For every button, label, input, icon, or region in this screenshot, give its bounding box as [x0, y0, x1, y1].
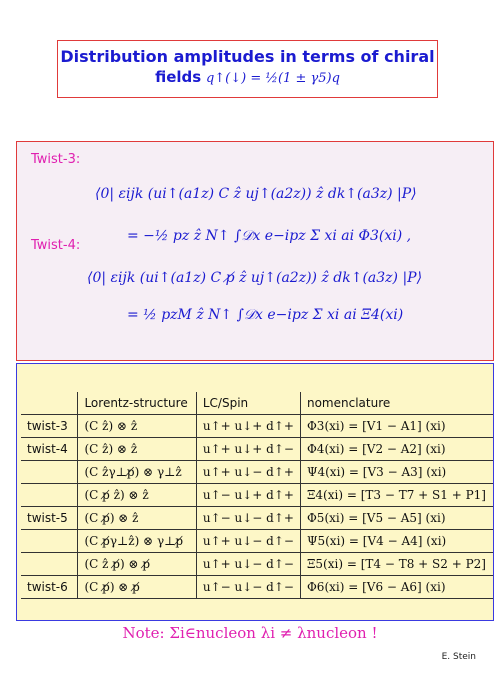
twist-cell — [21, 484, 78, 507]
table-row — [21, 461, 493, 484]
table-row — [21, 507, 493, 530]
slide-subtitle — [58, 68, 437, 86]
twist-cell: twist-6 — [21, 576, 78, 599]
lorentz-cell: (C p̸ ẑ) ⊗ ẑ — [78, 484, 196, 507]
nomenclature-cell: Φ6(xi) = [V6 − A6] (xi) — [300, 576, 493, 599]
nomenclature-cell: Φ3(xi) = [V1 − A1] (xi) — [300, 415, 493, 438]
lc-spin-cell: u↑− u↓− d↑− — [196, 576, 300, 599]
twist-cell: twist-4 — [21, 438, 78, 461]
lorentz-cell: (C ẑ) ⊗ ẑ — [78, 415, 196, 438]
header-cell: LC/Spin — [196, 392, 300, 415]
lorentz-cell: (C ẑ) ⊗ ẑ — [78, 438, 196, 461]
nomenclature-cell: Φ4(xi) = [V2 − A2] (xi) — [300, 438, 493, 461]
twist-cell — [21, 461, 78, 484]
twist-definitions-box — [16, 141, 494, 361]
lorentz-cell: (C p̸) ⊗ ẑ — [78, 507, 196, 530]
nomenclature-cell: Ψ4(xi) = [V3 − A3] (xi) — [300, 461, 493, 484]
lc-spin-cell: u↑+ u↓+ d↑− — [196, 438, 300, 461]
slide-title: Distribution amplitudes in terms of chiral — [60, 47, 435, 66]
subtitle-label: fields — [155, 68, 202, 86]
twist4-label: Twist-4: — [31, 238, 81, 253]
nomenclature-cell: Ξ4(xi) = [T3 − T7 + S1 + P1] — [300, 484, 493, 507]
lc-spin-cell: u↑+ u↓− d↑− — [196, 530, 300, 553]
table-row — [21, 484, 493, 507]
header-cell: Lorentz-structure — [78, 392, 196, 415]
table-header-row — [21, 392, 493, 415]
nomenclature-cell: Ψ5(xi) = [V4 − A4] (xi) — [300, 530, 493, 553]
table-row — [21, 553, 493, 576]
lc-spin-cell: u↑+ u↓+ d↑+ — [196, 415, 300, 438]
table-row — [21, 415, 493, 438]
lorentz-cell: (C ẑγ⊥p̸) ⊗ γ⊥ẑ — [78, 461, 196, 484]
twist-cell: twist-5 — [21, 507, 78, 530]
amplitude-table — [21, 392, 493, 599]
twist-cell — [21, 530, 78, 553]
lc-spin-cell: u↑+ u↓− d↑− — [196, 553, 300, 576]
header-cell — [21, 392, 78, 415]
twist3-equation-line2: = −½ pz ẑ N↑ ∫𝒟x e−ipz Σ xi ai Φ3(xi) , — [127, 228, 412, 244]
lorentz-cell: (C p̸γ⊥ẑ) ⊗ γ⊥p̸ — [78, 530, 196, 553]
twist4-equation-line2: = ½ pzM ẑ N↑ ∫𝒟x e−ipz Σ xi ai Ξ4(xi) — [127, 307, 404, 323]
note-text: Note: Σi∈nucleon λi ≠ λnucleon ! — [122, 624, 378, 642]
lorentz-cell: (C p̸) ⊗ p̸ — [78, 576, 196, 599]
chiral-field-formula: q↑(↓) = ½(1 ± γ5)q — [205, 71, 340, 86]
nomenclature-cell: Φ5(xi) = [V5 − A5] (xi) — [300, 507, 493, 530]
header-cell: nomenclature — [300, 392, 493, 415]
lc-spin-cell: u↑− u↓− d↑+ — [196, 507, 300, 530]
table-row — [21, 438, 493, 461]
table-row — [21, 576, 493, 599]
author-credit: E. Stein — [441, 652, 476, 662]
twist4-equation-line1: ⟨0| εijk (ui↑(a1z) C p̸ ẑ uj↑(a2z)) ẑ dk↑(a3z) |P⟩ — [87, 270, 423, 286]
twist-cell — [21, 553, 78, 576]
lc-spin-cell: u↑+ u↓− d↑+ — [196, 461, 300, 484]
twist3-label: Twist-3: — [31, 152, 81, 167]
twist-cell: twist-3 — [21, 415, 78, 438]
table-row — [21, 530, 493, 553]
lc-spin-cell: u↑− u↓+ d↑+ — [196, 484, 300, 507]
amplitude-table-box — [16, 363, 494, 621]
lorentz-cell: (C ẑ p̸) ⊗ p̸ — [78, 553, 196, 576]
twist3-equation-line1: ⟨0| εijk (ui↑(a1z) C ẑ uj↑(a2z)) ẑ dk↑(a3z) |P⟩ — [95, 186, 417, 202]
nomenclature-cell: Ξ5(xi) = [T4 − T8 + S2 + P2] — [300, 553, 493, 576]
title-box — [57, 40, 438, 98]
